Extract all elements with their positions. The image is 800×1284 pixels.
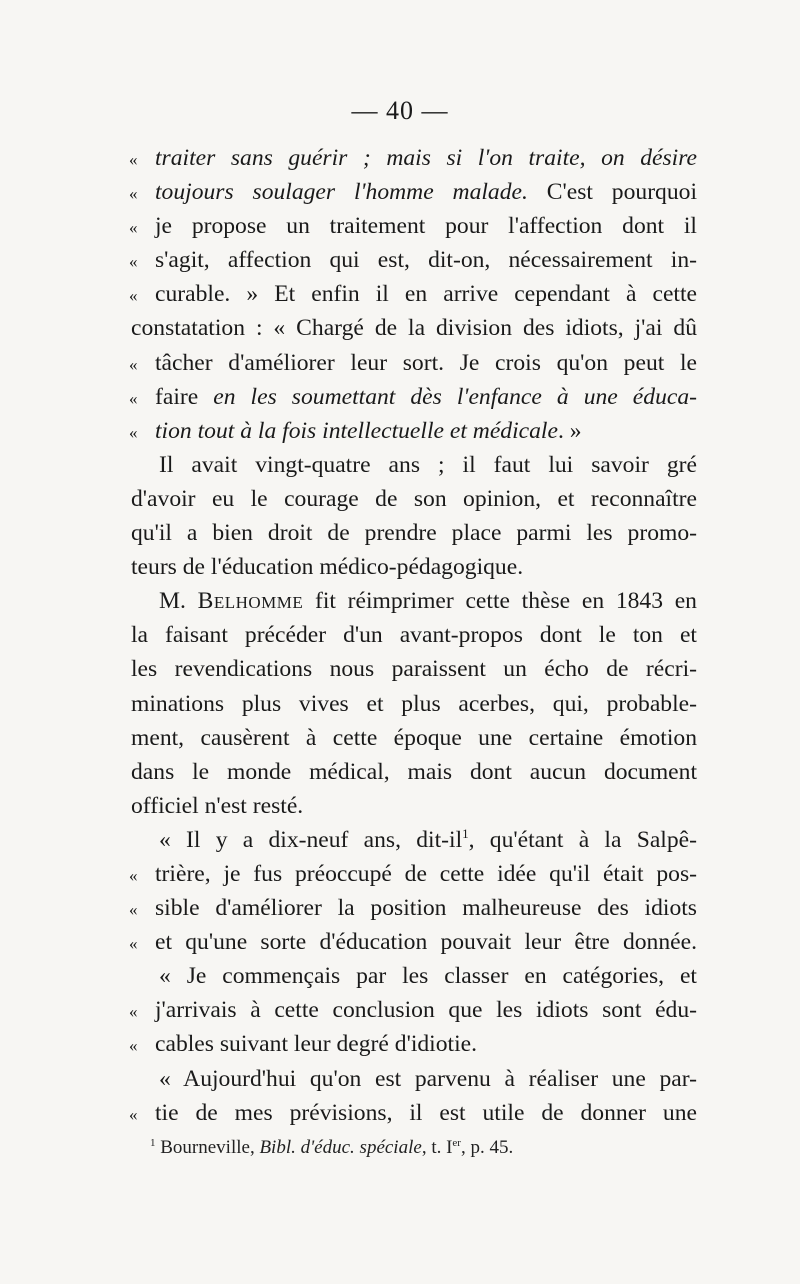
text-line — [131, 618, 697, 652]
text-segment: C'est pourquoi — [527, 179, 697, 206]
text-segment: « Il y a dix-neuf ans, dit-il — [159, 826, 463, 853]
text-segment: cables suivant leur degré d'idiotie. — [155, 1031, 478, 1058]
footnote-ref: 1 — [462, 825, 469, 841]
quote-mark: « — [129, 900, 138, 920]
text-segment: M. — [159, 588, 198, 615]
text-segment: , qu'étant à la Salpê- — [468, 826, 697, 853]
text-segment: faire — [155, 383, 214, 410]
text-segment: qu'il a bien droit de prendre place parmi les promo- — [131, 520, 697, 547]
footnote-mark: 1 — [150, 1137, 156, 1149]
text-line — [131, 721, 697, 755]
text-segment: minations plus vives et plus acerbes, qui, probable- — [131, 690, 697, 717]
quote-mark: « — [129, 184, 138, 204]
text-segment: toujours soulager l'homme malade. — [155, 179, 528, 206]
quote-mark: « — [129, 388, 138, 408]
text-segment: tâcher d'améliorer leur sort. Je crois qu'on peut le — [155, 349, 697, 376]
quote-mark: « — [129, 150, 138, 169]
text-line — [131, 1062, 697, 1096]
footnote-segment: , p. 45. — [460, 1137, 514, 1158]
quote-mark: « — [129, 934, 138, 954]
text-segment: les revendications nous paraissent un écho de récri- — [131, 656, 697, 683]
text-line — [129, 891, 697, 925]
text-segment: « Aujourd'hui qu'on est parvenu à réaliser une par- — [159, 1065, 697, 1092]
text-line — [129, 141, 697, 175]
text-segment: officiel n'est resté. — [131, 792, 304, 819]
text-line — [129, 209, 697, 243]
text-line — [129, 1027, 697, 1061]
text-segment: s'agit, affection qui est, dit-on, nécessairement in- — [155, 247, 697, 274]
text-line — [131, 482, 697, 516]
text-line — [131, 789, 697, 823]
text-line — [129, 857, 697, 891]
text-segment: « Je commençais par les classer en catégories, et — [159, 963, 697, 990]
text-segment: teurs de l'éducation médico-pédagogique. — [131, 554, 524, 581]
footnote-segment: Bourneville, — [160, 1137, 260, 1158]
footnote — [150, 1137, 513, 1159]
text-line — [129, 380, 697, 414]
text-line — [131, 652, 697, 686]
text-line — [131, 823, 697, 857]
text-segment: fit réimprimer cette thèse en 1843 en — [303, 588, 697, 615]
text-segment: en les soumettant dès l'enfance à une éduca- — [213, 383, 697, 410]
text-line — [131, 755, 697, 789]
text-line — [131, 311, 697, 345]
text-segment: Il avait vingt-quatre ans ; il faut lui savoir gré — [159, 451, 697, 478]
quote-mark: « — [129, 218, 138, 238]
quote-mark: « — [129, 1036, 138, 1056]
text-line — [131, 687, 697, 721]
text-segment: curable. » Et enfin il en arrive cependant à cette — [155, 281, 697, 308]
footnote-segment: er — [452, 1137, 461, 1149]
text-line — [129, 243, 697, 277]
text-line — [129, 346, 697, 380]
quote-mark: « — [129, 286, 138, 306]
text-segment: traiter sans guérir ; mais si l'on traite, on désire — [155, 145, 697, 171]
text-segment: tie de mes prévisions, il est utile de donner une — [155, 1099, 697, 1126]
quote-mark: « — [129, 422, 138, 442]
text-line — [131, 959, 697, 993]
text-line — [131, 448, 697, 482]
text-segment: constatation : « Chargé de la division des idiots, j'ai dû — [131, 315, 697, 342]
text-line — [129, 277, 697, 311]
text-segment: . » — [557, 417, 582, 444]
text-line — [129, 1096, 697, 1130]
author-name: Belhomme — [197, 588, 304, 615]
text-segment: j'arrivais à cette conclusion que les idiots sont édu- — [155, 997, 697, 1024]
quote-mark: « — [129, 865, 138, 885]
text-segment: trière, je fus préoccupé de cette idée qu'il était pos- — [155, 860, 697, 887]
text-line — [129, 175, 697, 209]
text-segment: d'avoir eu le courage de son opinion, et reconnaître — [131, 485, 697, 512]
text-line — [131, 516, 697, 550]
quote-mark: « — [129, 1002, 138, 1022]
body-text — [131, 141, 697, 1130]
text-segment: dans le monde médical, mais dont aucun document — [131, 758, 697, 785]
page-number: — 40 — — [351, 96, 449, 125]
text-line — [129, 414, 697, 448]
text-line — [129, 925, 697, 959]
footnote-segment: Bibl. d'éduc. spéciale — [259, 1137, 422, 1158]
text-line — [131, 550, 697, 584]
quote-mark: « — [129, 354, 138, 374]
text-segment: ment, causèrent à cette époque une certaine émotion — [131, 724, 697, 751]
text-segment: sible d'améliorer la position malheureuse des idiots — [155, 895, 697, 922]
text-line — [129, 993, 697, 1027]
text-segment: la faisant précéder d'un avant-propos dont le ton et — [131, 622, 697, 649]
footnote-segment: , t. I — [421, 1137, 453, 1158]
text-segment: je propose un traitement pour l'affection dont il — [155, 213, 697, 240]
text-segment: tion tout à la fois intellectuelle et médicale — [155, 417, 558, 444]
text-segment: et qu'une sorte d'éducation pouvait leur être donnée. — [155, 929, 697, 956]
quote-mark: « — [129, 1104, 138, 1124]
text-line — [131, 584, 697, 618]
quote-mark: « — [129, 252, 138, 272]
